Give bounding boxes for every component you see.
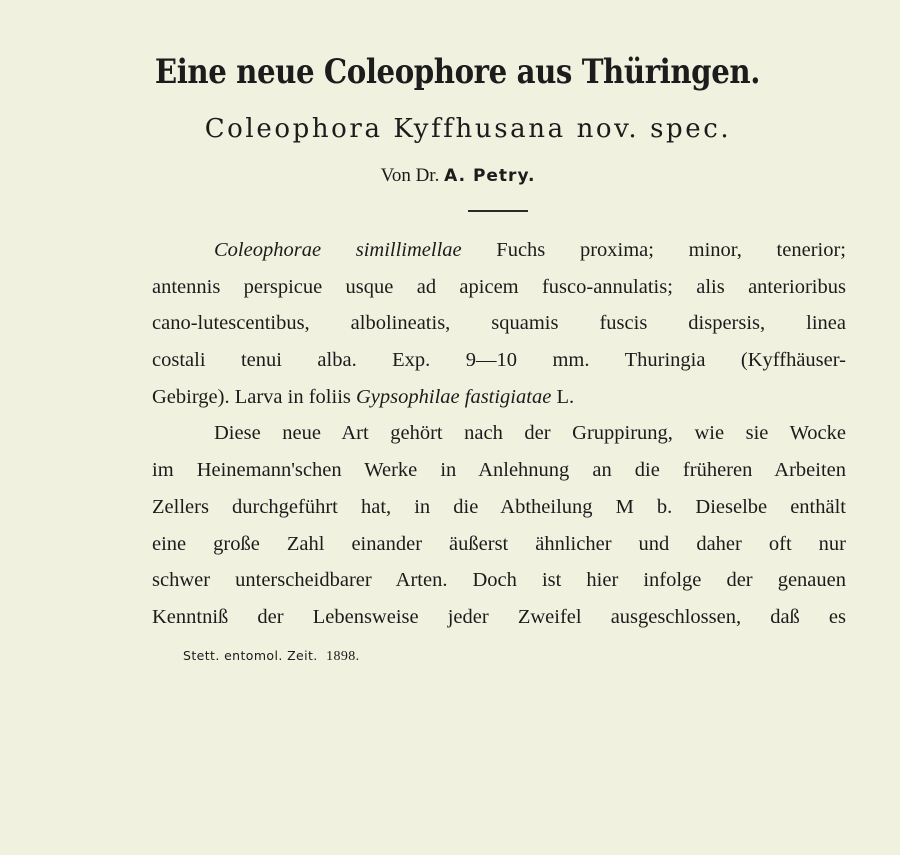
article-subtitle: Coleophora Kyffhusana nov. spec. [204,114,732,144]
body-line: antennis perspicue usque ad apicem fusco-annulatis; alis anterioribus [152,275,846,298]
body-text: L. [551,385,575,408]
article-body [152,232,846,636]
page-footer [183,648,360,665]
body-line: Zellers durchgeführt hat, in die Abtheilung M b. Dieselbe enthält [152,495,846,518]
body-line: Diese neue Art gehört nach der Gruppirung, wie sie Wocke [214,422,846,445]
body-line: cano-lutescentibus, albolineatis, squamis fuscis dispersis, linea [152,312,846,335]
title-divider [468,210,528,212]
species-name: Gypsophilae fastigiatae [356,385,552,408]
article-title: Eine neue Coleophore aus Thüringen. [154,52,760,92]
body-line: im Heinemann'schen Werke in Anlehnung an die früheren Arbeiten [152,459,846,482]
author-line [0,165,900,187]
author-name: A. Petry. [444,166,536,186]
species-name: Coleophorae simillimellae [214,239,462,261]
body-text: Gebirge). Larva in foliis [152,385,356,408]
body-line [152,232,846,269]
body-line: schwer unterscheidbarer Arten. Doch ist hier infolge der genauen [152,569,846,592]
author-prefix: Von Dr. [380,165,440,186]
body-line [152,379,722,416]
body-line: costali tenui alba. Exp. 9—10 mm. Thuringia (Kyffhäuser- [152,349,846,372]
body-text: Fuchs proxima; minor, tenerior; [461,239,846,261]
journal-year: 1898. [326,649,360,664]
body-line: eine große Zahl einander äußerst ähnlicher und daher oft nur [152,532,846,555]
body-line: Kenntniß der Lebensweise jeder Zweifel ausgeschlossen, daß es [152,605,846,628]
journal-citation: Stett. entomol. Zeit. [183,648,318,663]
